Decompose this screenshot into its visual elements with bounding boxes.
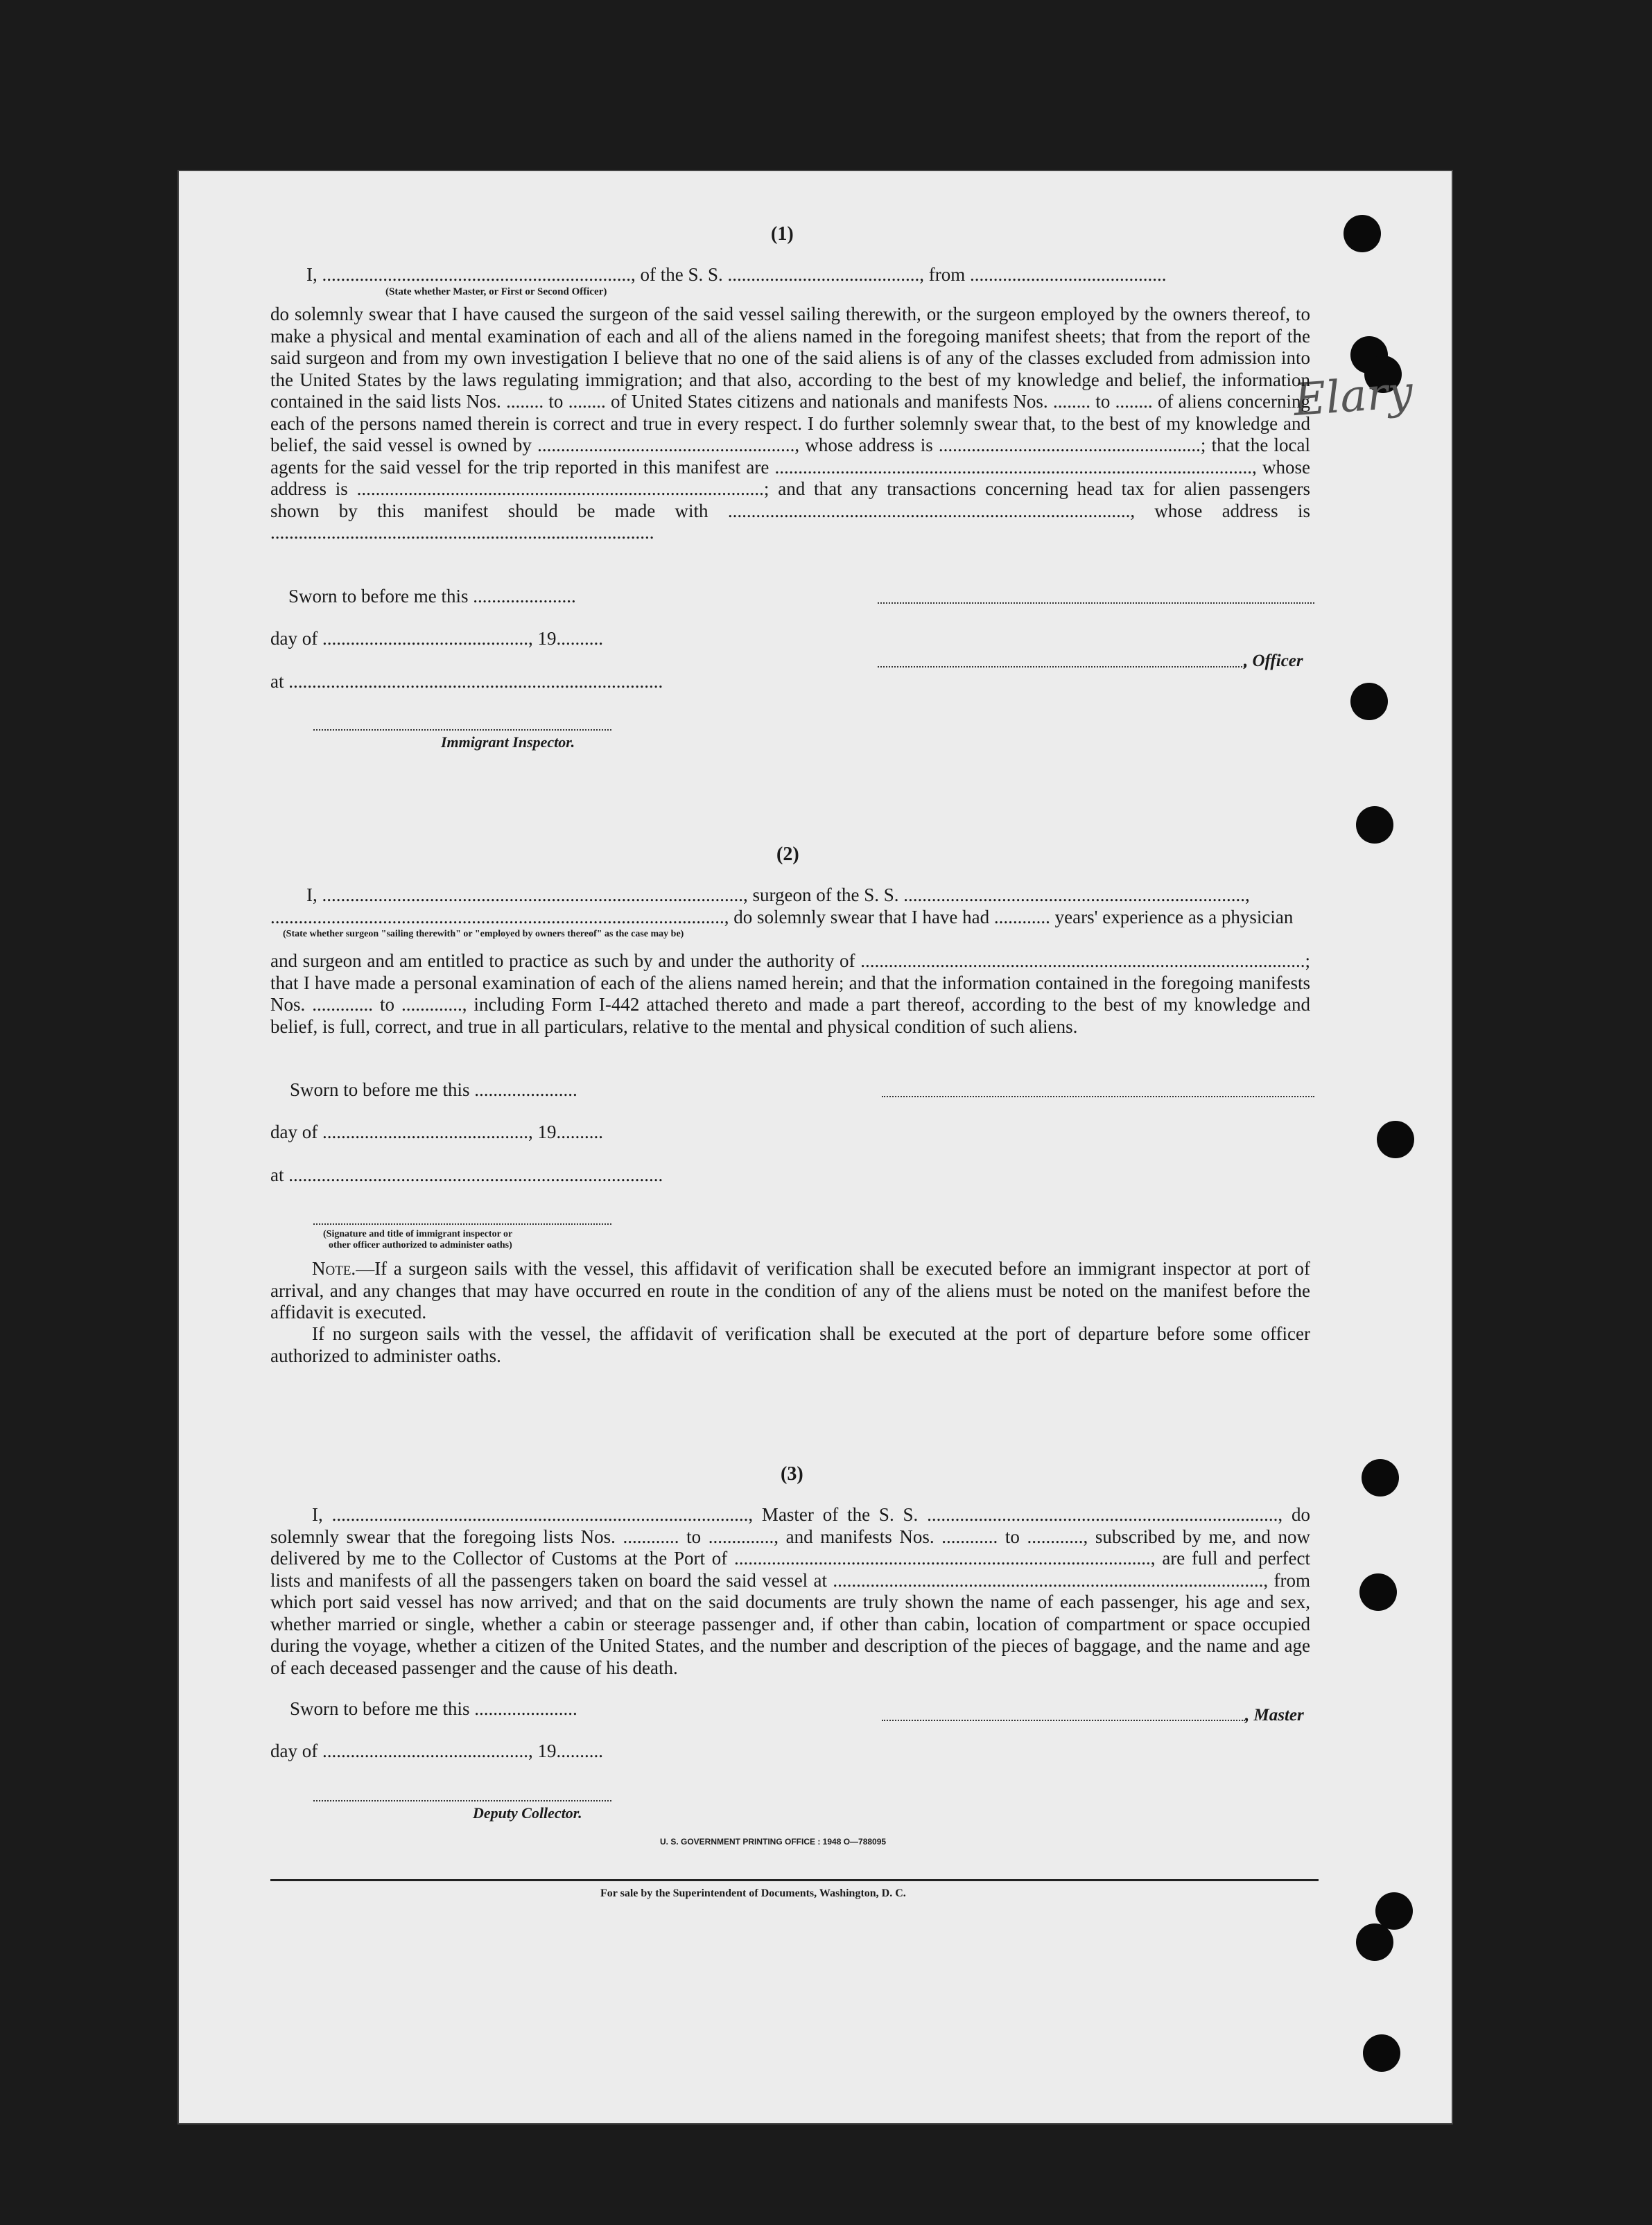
master-text: Master (1253, 1706, 1304, 1725)
punch-hole (1344, 215, 1381, 252)
master-signature-line (882, 1720, 1245, 1721)
section-2-sworn: Sworn to before me this ...................... (290, 1079, 577, 1100)
printing-office-line: U. S. GOVERNMENT PRINTING OFFICE : 1948 O—788095 (660, 1837, 887, 1847)
section-3-body: I, ........................................................................................., Master of the S. S. ..........................................................................., do solemnly swear that the foregoing lists Nos. ............ to .............., and manifests Nos. ............ to ............, subscribed by me, and now delivered by me to the Collector of Customs at the Port of ........................................................................................., are full and perfect lists and manifests of all the passengers taken on board the said vessel at ............................................................................................, from which port said vessel has now arrived; and that on the said documents are truly shown the name of each passenger, his age and sex, whether married or single, whether a cabin or steerage passenger and, if other than cabin, location of compartment or space occupied during the voyage, whether a citizen of the United States, and the number and description of the pieces of baggage, and the name and age of each deceased passenger and the cause of his death. (270, 1504, 1310, 1678)
section-2-note-2: If no surgeon sails with the vessel, the affidavit of verification shall be executed at the port of departure before some officer authorized to administer oaths. (270, 1323, 1310, 1366)
section-2-right-signature-line (882, 1096, 1314, 1097)
section-3-sworn: Sworn to before me this ...................... (290, 1698, 577, 1719)
punch-hole (1356, 1923, 1393, 1961)
punch-hole (1363, 2034, 1400, 2072)
section-2-body: and surgeon and am entitled to practice as such by and under the authority of ...............................................................................................; that I have made a personal examination of each of the aliens named herein; and that the information contained in the foregoing manifests Nos. ............. to ............., including Form I-442 attached thereto and made a part thereof, according to the best of my knowledge and belief, is full, correct, and true in all particulars, relative to the mental and physical condition of such aliens. (270, 950, 1310, 1037)
section-2-opening: I, .........................................................................................., surgeon of the S. S. ........................................................................., (306, 884, 1250, 905)
section-1-at: at ................................................................................ (270, 671, 663, 692)
form-sheet (177, 170, 1453, 2124)
section-1-day: day of ............................................, 19.......... (270, 628, 603, 649)
deputy-collector-label: Deputy Collector. (473, 1804, 582, 1822)
section-2-sig-note-2: other officer authorized to administer oaths) (329, 1240, 512, 1250)
section-1-body: do solemnly swear that I have caused the surgeon of the said vessel sailing therewith, or the surgeon employed by the owners thereof, to make a physical and mental examination of each and all of the aliens named in the foregoing manifest sheets; that from the report of the said surgeon and from my own investigation I believe that no one of the said aliens is of any of the classes excluded from admission into the United States by the laws regulating immigration; and that also, according to the best of my knowledge and belief, the information contained in the said lists Nos. ........ to ........ of United States citizens and nationals and manifests Nos. ........ to ........ of aliens concerning each of the persons named therein is correct and true in every respect. I do further solemnly swear that, to the best of my knowledge and belief, the said vessel is owned by ......................................................., whose address is ........................................................; that the local agents for the said vessel for the trip reported in this manifest are ......................................................................................................, whose address is .......................................................................................; and that any transactions concerning head tax for alien passengers shown by this manifest should be made with ......................................................................................, whose address is .................................................................................. (270, 304, 1310, 543)
note-text-1: —If a surgeon sails with the vessel, this affidavit of verification shall be executed before an immigrant inspector at port of arrival, and any changes that may have occurred en route in the condition of any of the aliens must be noted on the manifest before the affidavit is executed. (270, 1258, 1310, 1323)
officer-text: Officer (1252, 652, 1303, 670)
section-2-at: at ................................................................................ (270, 1164, 663, 1185)
punch-hole (1359, 1573, 1397, 1611)
section-3-day: day of ............................................, 19.......... (270, 1740, 603, 1761)
deputy-collector-signature-line (313, 1800, 611, 1801)
master-label: , Master (1245, 1706, 1304, 1725)
footer-rule (270, 1879, 1319, 1881)
punch-hole (1377, 1121, 1414, 1158)
section-3-number: (3) (781, 1463, 803, 1485)
inspector-signature-line (313, 729, 611, 731)
section-1-sworn: Sworn to before me this ...................... (288, 586, 576, 607)
section-2-day: day of ............................................, 19.......... (270, 1122, 603, 1142)
section-2-note-1 (270, 1258, 1310, 1324)
section-1-state-note: (State whether Master, or First or Second Officer) (385, 286, 607, 297)
immigrant-inspector-label: Immigrant Inspector. (441, 733, 575, 751)
handwritten-annotation: Elary (1292, 367, 1415, 426)
section-1-opening: I, .................................................................., of the S. S. ........................................., from .......................................... (306, 264, 1167, 285)
punch-hole (1350, 683, 1388, 720)
section-2-sig-note-1: (Signature and title of immigrant inspector or (323, 1229, 513, 1239)
section-2-line2: ................................................................................................., do solemnly swear that I have had ............ years' experience as a physician (270, 907, 1294, 927)
officer-signature-line-1 (878, 602, 1314, 604)
section-2-inspector-signature-line (313, 1223, 611, 1225)
for-sale-line: For sale by the Superintendent of Documents, Washington, D. C. (600, 1887, 906, 1899)
officer-label: , Officer (1244, 652, 1303, 670)
section-2-number: (2) (776, 844, 799, 865)
section-1-number: (1) (771, 223, 794, 245)
punch-hole (1362, 1459, 1399, 1497)
punch-hole (1356, 806, 1393, 844)
note-label: Note. (312, 1258, 356, 1279)
officer-signature-line-2 (878, 666, 1245, 668)
section-2-state-note: (State whether surgeon "sailing therewith" or "employed by owners thereof" as the case may be) (283, 929, 684, 939)
